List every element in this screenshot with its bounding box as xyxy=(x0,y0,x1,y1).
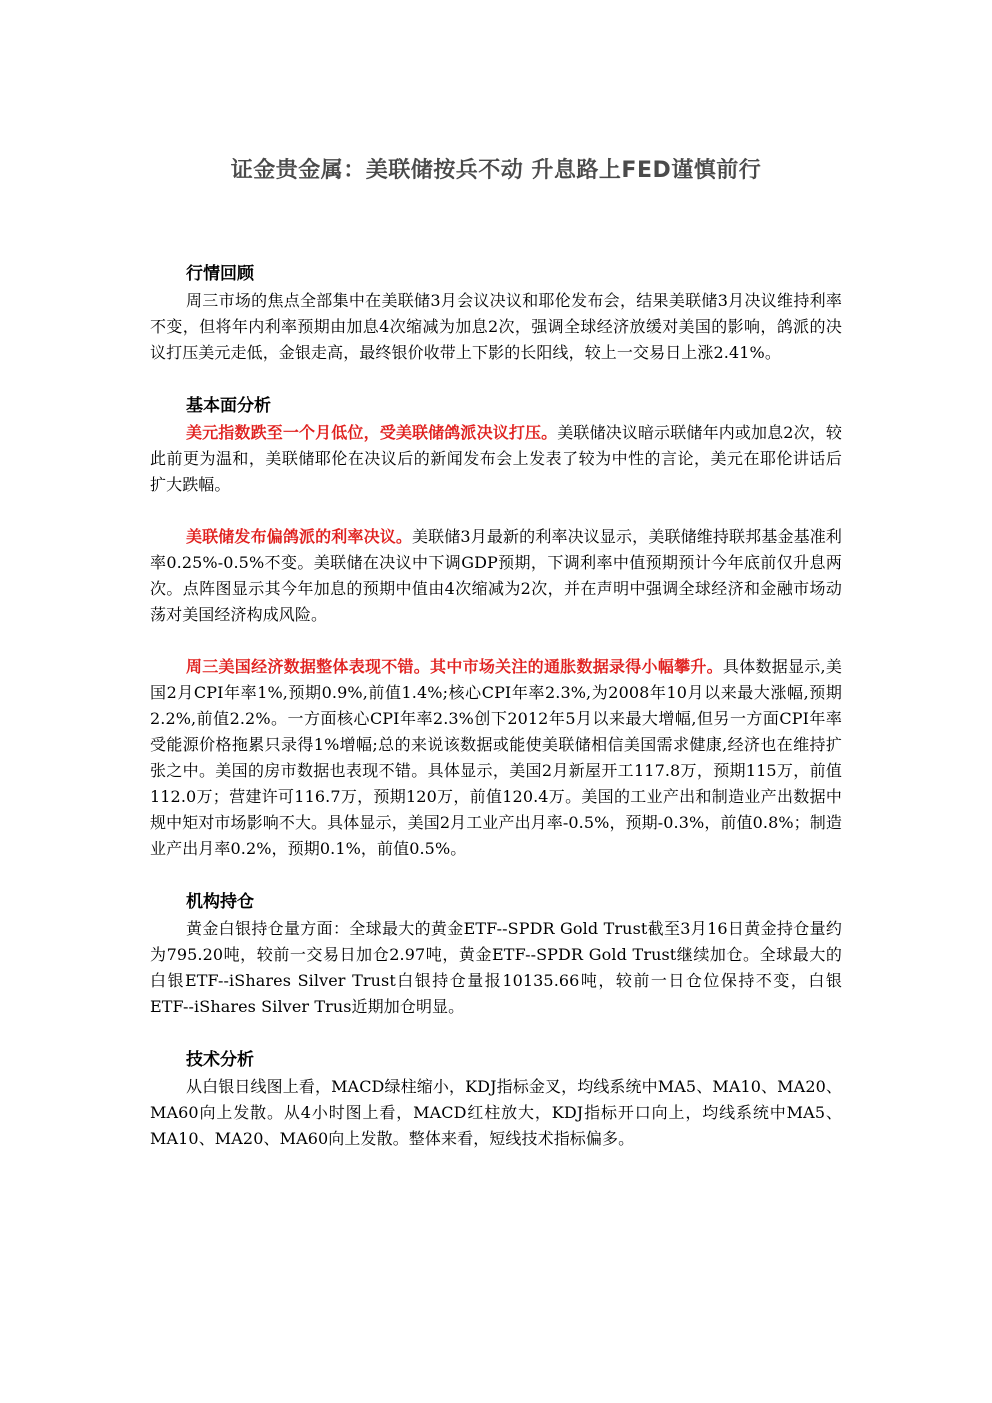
section-fundamental-analysis xyxy=(150,392,842,862)
section-heading-technical: 技术分析 xyxy=(186,1050,254,1070)
paragraph-economic-data xyxy=(150,654,842,862)
highlight-lead-rate: 美联储发布偏鸽派的利率决议。 xyxy=(186,527,412,546)
section-market-review xyxy=(150,260,842,366)
paragraph-technical: 从白银日线图上看，MACD绿柱缩小，KDJ指标金叉，均线系统中MA5、MA10、MA20、MA60向上发散。从4小时图上看，MACD红柱放大，KDJ指标开口向上，均线系统中MA5、MA10、MA20、MA60向上发散。整体来看，短线技术指标偏多。 xyxy=(150,1077,842,1148)
section-heading-positions: 机构持仓 xyxy=(186,892,254,912)
section-technical-analysis xyxy=(150,1046,842,1152)
paragraph-review: 周三市场的焦点全部集中在美联储3月会议决议和耶伦发布会，结果美联储3月决议维持利率不变，但将年内利率预期由加息4次缩减为加息2次，强调全球经济放缓对美国的影响，鸽派的决议打压美元走低，金银走高，最终银价收带上下影的长阳线，较上一交易日上涨2.41%。 xyxy=(150,291,842,362)
paragraph-body-economy: 具体数据显示,美国2月CPI年率1%,预期0.9%,前值1.4%;核心CPI年率2.3%,为2008年10月以来最大涨幅,预期2.2%,前值2.2%。一方面核心CPI年率2.3%创下2012年5月以来最大增幅,但另一方面CPI年率受能源价格拖累只录得1%增幅;总的来说该数据或能使美联储相信美国需求健康,经济也在维持扩张之中。美国的房市数据也表现不错。具体显示，美国2月新屋开工117.8万，预期115万，前值112.0万；营建许可116.7万，预期120万，前值120.4万。美国的工业产出和制造业产出数据中规中矩对市场影响不大。具体显示，美国2月工业产出月率-0.5%，预期-0.3%，前值0.8%；制造业产出月率0.2%，预期0.1%，前值0.5%。 xyxy=(150,657,842,858)
page-title: 证金贵金属：美联储按兵不动 升息路上FED谨慎前行 xyxy=(230,158,762,183)
paragraph-rate-decision xyxy=(150,524,842,628)
paragraph-positions: 黄金白银持仓量方面：全球最大的黄金ETF--SPDR Gold Trust截至3月16日黄金持仓量约为795.20吨，较前一交易日加仓2.97吨，黄金ETF--SPDR Gold Trust继续加仓。全球最大的白银ETF--iShares Silver Trust白银持仓量报10135.66吨，较前一日仓位保持不变，白银ETF--iShares Silver Trus近期加仓明显。 xyxy=(150,919,842,1016)
document-page xyxy=(150,150,842,1178)
paragraph-dollar-index xyxy=(150,420,842,498)
section-institutional-positions xyxy=(150,888,842,1020)
paragraph-body-rate: 美联储3月最新的利率决议显示，美联储维持联邦基金基准利率0.25%-0.5%不变。美联储在决议中下调GDP预期，下调利率中值预期预计今年底前仅升息两次。点阵图显示其今年加息的预期中值由4次缩减为2次，并在声明中强调全球经济和金融市场动荡对美国经济构成风险。 xyxy=(150,527,842,624)
paragraph-body-dollar: 美联储决议暗示联储年内或加息2次，较此前更为温和，美联储耶伦在决议后的新闻发布会上发表了较为中性的言论，美元在耶伦讲话后扩大跌幅。 xyxy=(150,423,842,494)
section-heading-fundamental: 基本面分析 xyxy=(186,396,271,416)
highlight-lead-dollar: 美元指数跌至一个月低位，受美联储鸽派决议打压。 xyxy=(186,423,558,442)
section-heading-review: 行情回顾 xyxy=(186,264,254,284)
highlight-lead-economy: 周三美国经济数据整体表现不错。其中市场关注的通胀数据录得小幅攀升。 xyxy=(186,657,723,676)
